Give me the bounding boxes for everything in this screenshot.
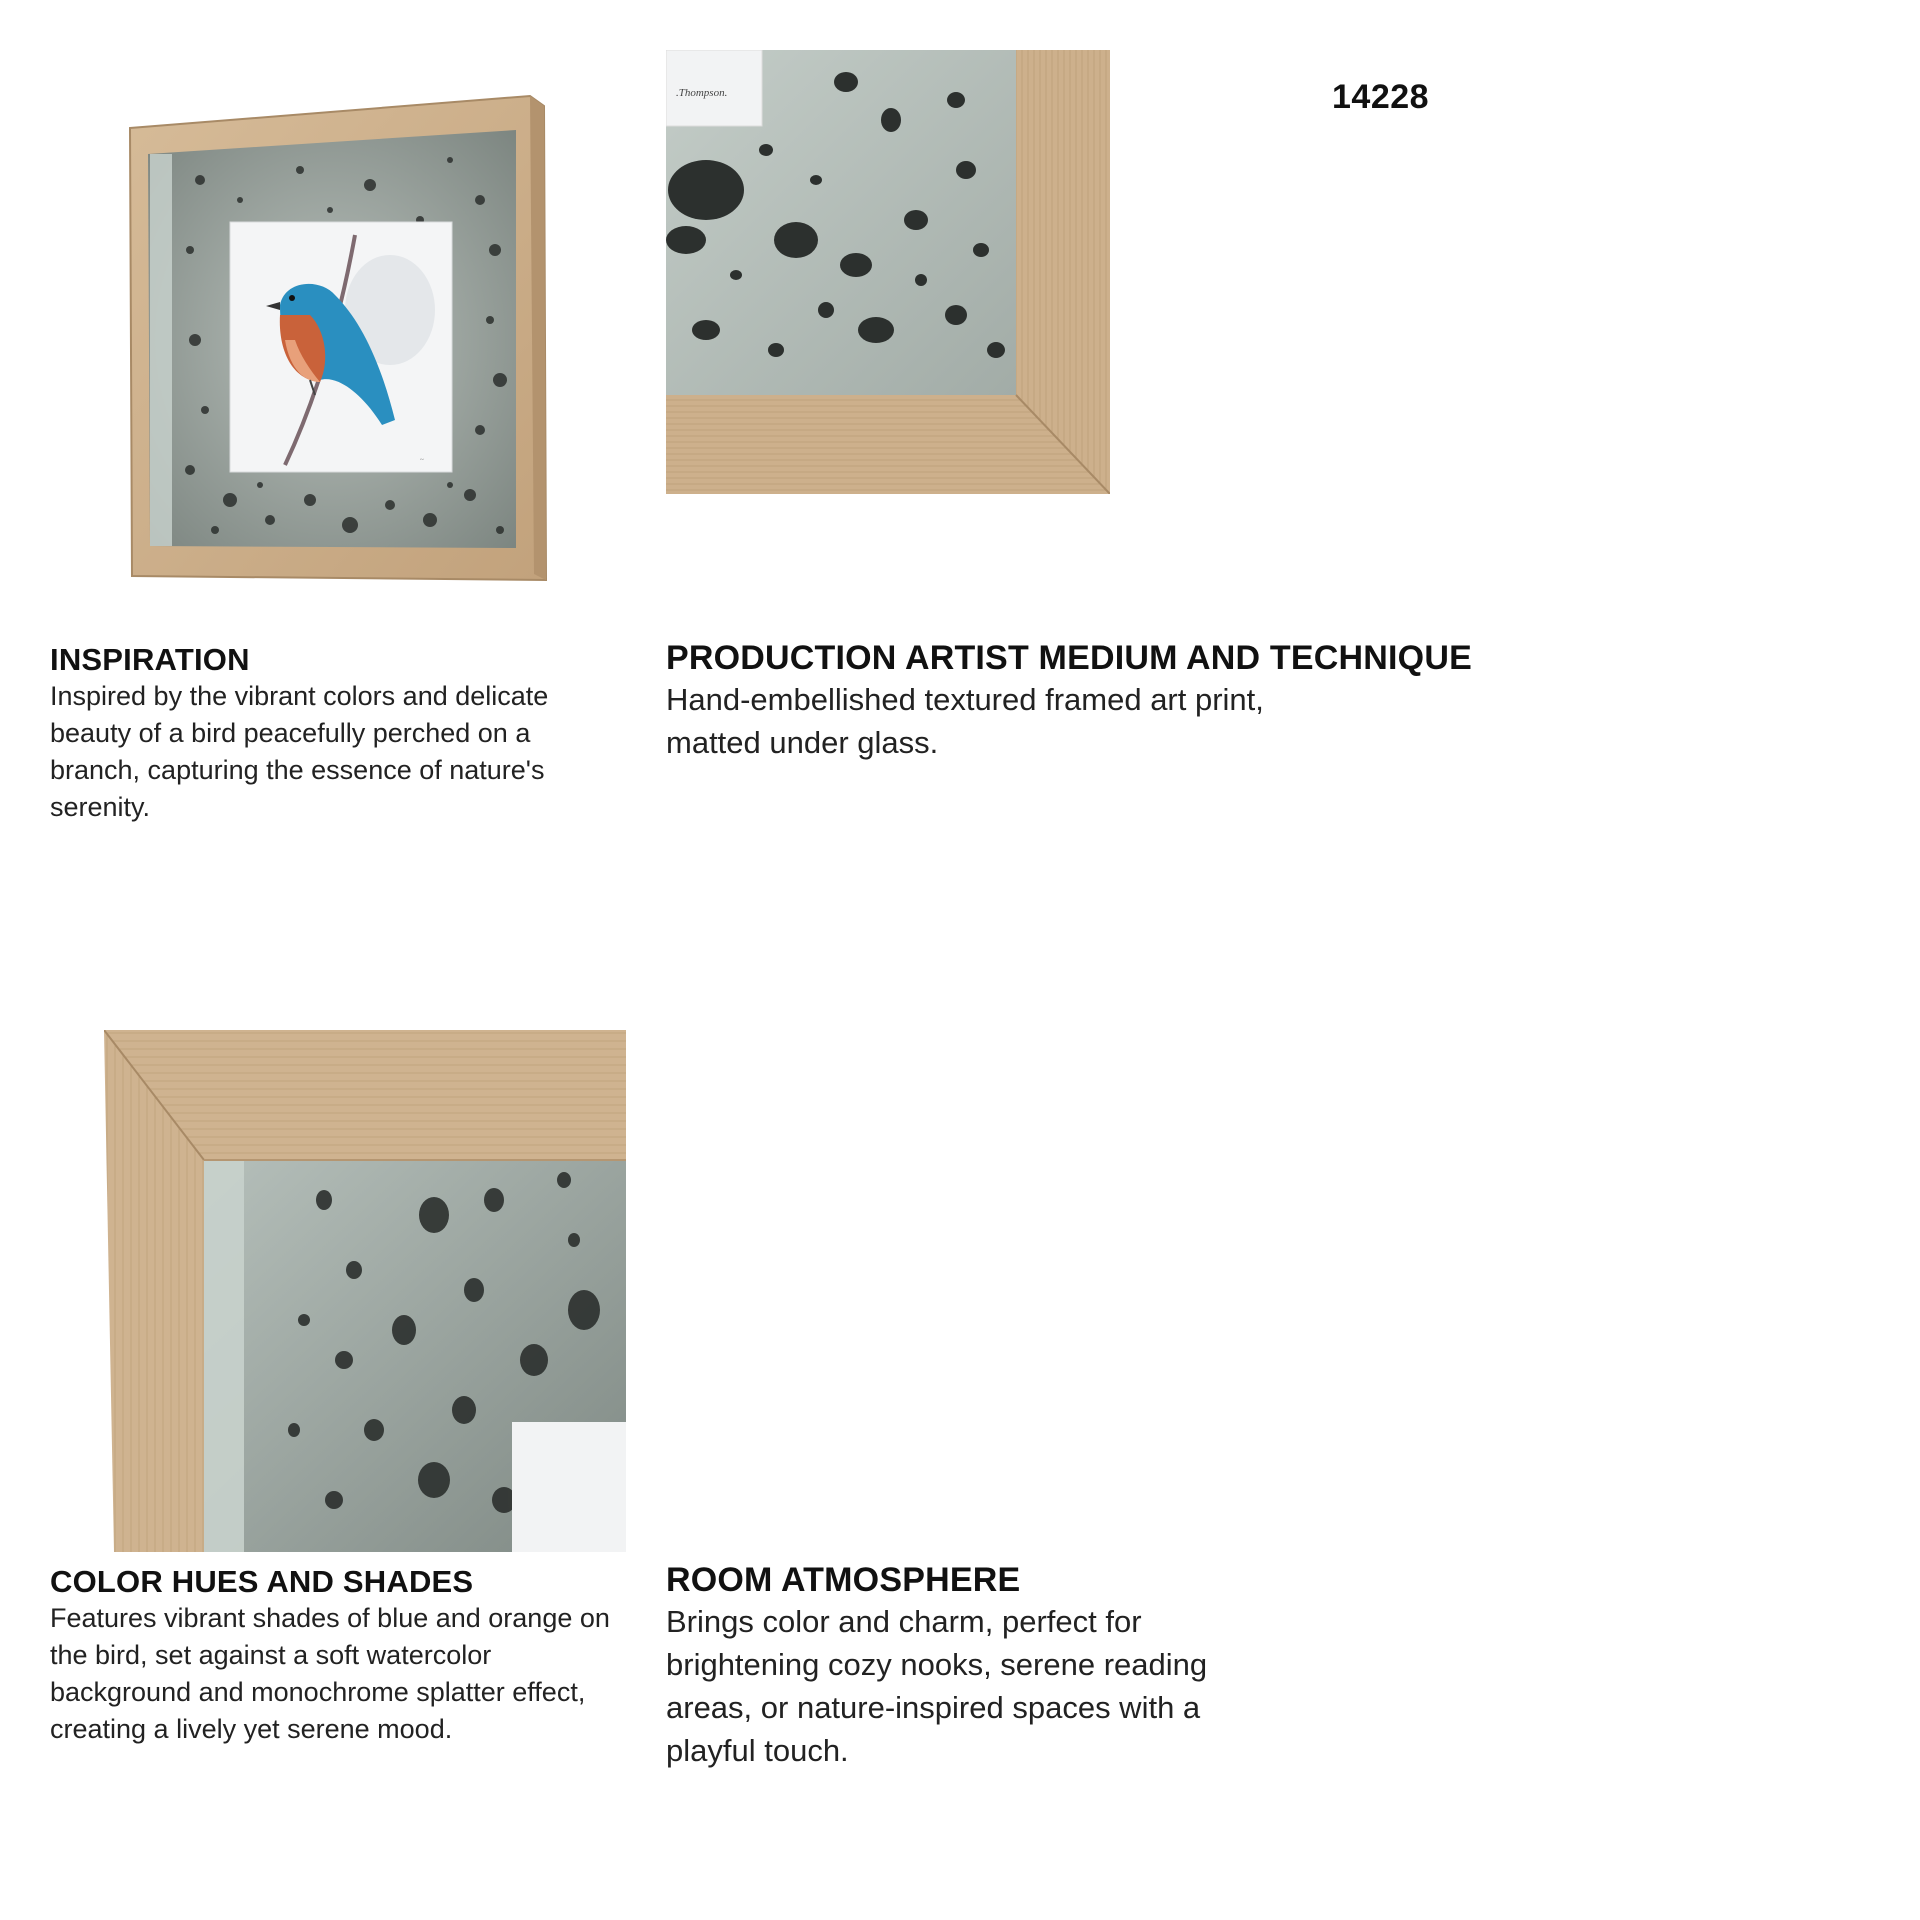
section-heading-inspiration: INSPIRATION	[50, 642, 250, 677]
section-heading-color-hues: COLOR HUES AND SHADES	[50, 1564, 474, 1599]
section-heading-production: PRODUCTION ARTIST MEDIUM AND TECHNIQUE	[666, 639, 1472, 677]
section-body-inspiration: Inspired by the vibrant colors and delicate beauty of a bird peacefully perched on a branch, capturing the essence of nature's serenity.	[50, 681, 549, 822]
frame-corner-detail-image	[666, 50, 1110, 494]
framed-art-front-image	[120, 90, 560, 590]
svg-text:.Thompson.: .Thompson.	[676, 87, 728, 99]
section-body-room-atmosphere: Brings color and charm, perfect for brightening cozy nooks, serene reading areas, or nature-inspired spaces with a playful touch.	[666, 1604, 1208, 1768]
section-body-color-hues: Features vibrant shades of blue and orange on the bird, set against a soft watercolor background and monochrome splatter effect, creating a lively yet serene mood.	[50, 1603, 610, 1744]
section-heading-room-atmosphere: ROOM ATMOSPHERE	[666, 1561, 1021, 1599]
sku-number: 14228	[1332, 78, 1430, 116]
art-print-corner	[512, 1422, 626, 1552]
frame-side-detail-image	[104, 1030, 626, 1552]
svg-text:~: ~	[420, 456, 424, 464]
section-body-production: Hand-embellished textured framed art print, matted under glass.	[666, 682, 1264, 760]
